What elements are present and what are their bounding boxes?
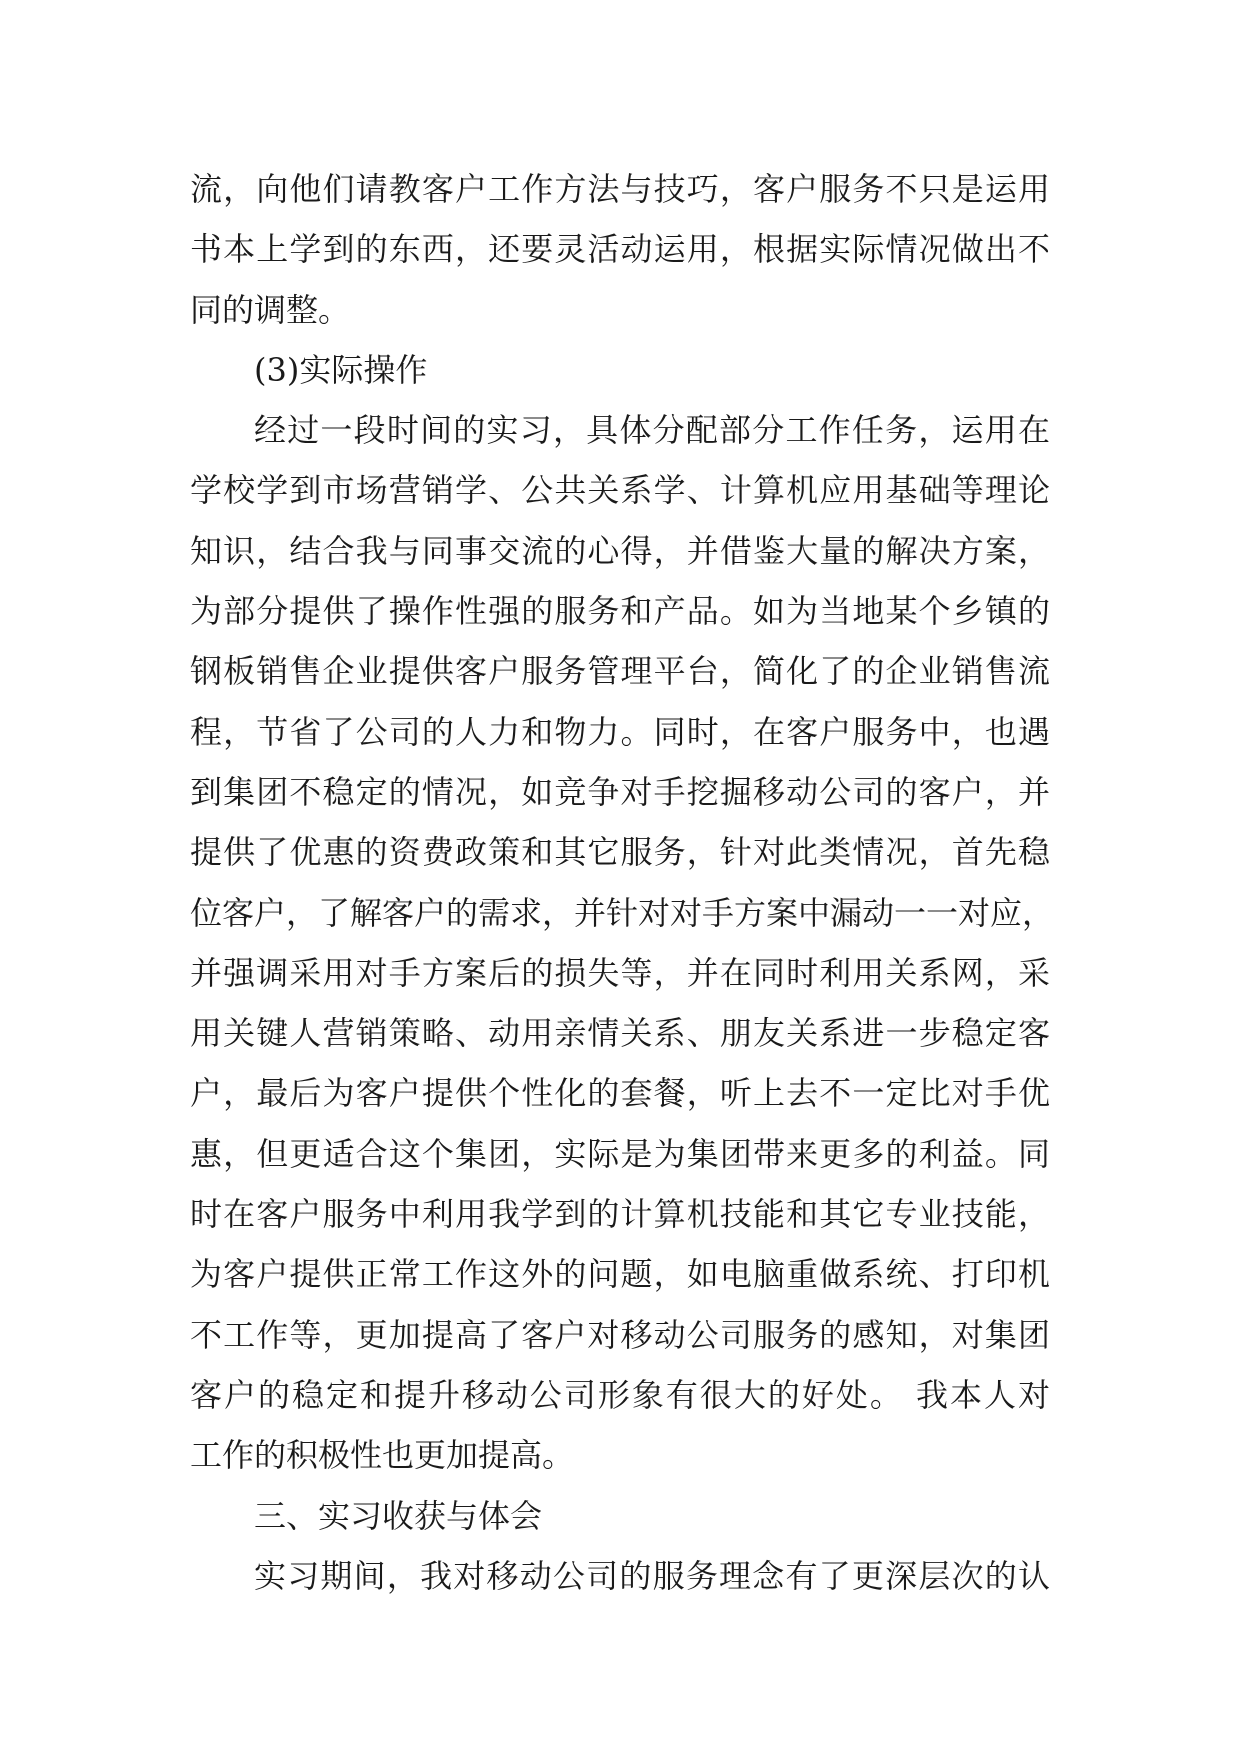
text-line: 为客户提供正常工作这外的问题，如电脑重做系统、打印机 <box>190 1255 1050 1294</box>
section-heading: (3)实际操作 <box>254 350 428 389</box>
text-line: 同的调整。 <box>190 290 351 329</box>
text-line: 时在客户服务中利用我学到的计算机技能和其它专业技能， <box>190 1195 1050 1234</box>
text-line: 到集团不稳定的情况，如竞争对手挖掘移动公司的客户，并 <box>190 772 1050 811</box>
text-line: 流，向他们请教客户工作方法与技巧，客户服务不只是运用 <box>190 170 1050 208</box>
paragraph-first-line: 实习期间，我对移动公司的服务理念有了更深层次的认 <box>254 1556 1050 1595</box>
text-line: 用关键人营销策略、动用亲情关系、朋友关系进一步稳定客 <box>190 1014 1050 1053</box>
text-line: 惠，但更适合这个集团，实际是为集团带来更多的利益。同 <box>190 1134 1050 1173</box>
text-line: 位客户，了解客户的需求，并针对对手方案中漏动一一对应， <box>190 893 1055 932</box>
text-line: 提供了优惠的资费政策和其它服务，针对此类情况，首先稳 <box>190 833 1050 872</box>
text-line: 为部分提供了操作性强的服务和产品。如为当地某个乡镇的 <box>190 592 1050 631</box>
paragraph-first-line: 经过一段时间的实习，具体分配部分工作任务，运用在 <box>254 411 1050 450</box>
text-line: 工作的积极性也更加提高。 <box>190 1436 575 1475</box>
section-heading: 三、实习收获与体会 <box>254 1496 543 1535</box>
text-line: 户，最后为客户提供个性化的套餐，听上去不一定比对手优 <box>190 1074 1050 1113</box>
text-line: 程，节省了公司的人力和物力。同时，在客户服务中，也遇 <box>190 712 1050 751</box>
text-line: 并强调采用对手方案后的损失等，并在同时利用关系网，采 <box>190 953 1050 992</box>
text-line: 不工作等，更加提高了客户对移动公司服务的感知，对集团 <box>190 1315 1050 1354</box>
body-text <box>190 159 1055 1606</box>
text-line: 书本上学到的东西，还要灵活动运用，根据实际情况做出不 <box>190 230 1050 269</box>
text-line: 客户的稳定和提升移动公司形象有很大的好处。 我本人对 <box>190 1375 1050 1414</box>
text-line: 知识，结合我与同事交流的心得，并借鉴大量的解决方案， <box>190 531 1050 570</box>
text-line: 钢板销售企业提供客户服务管理平台，简化了的企业销售流 <box>190 652 1050 691</box>
text-line: 学校学到市场营销学、公共关系学、计算机应用基础等理论 <box>190 471 1050 510</box>
